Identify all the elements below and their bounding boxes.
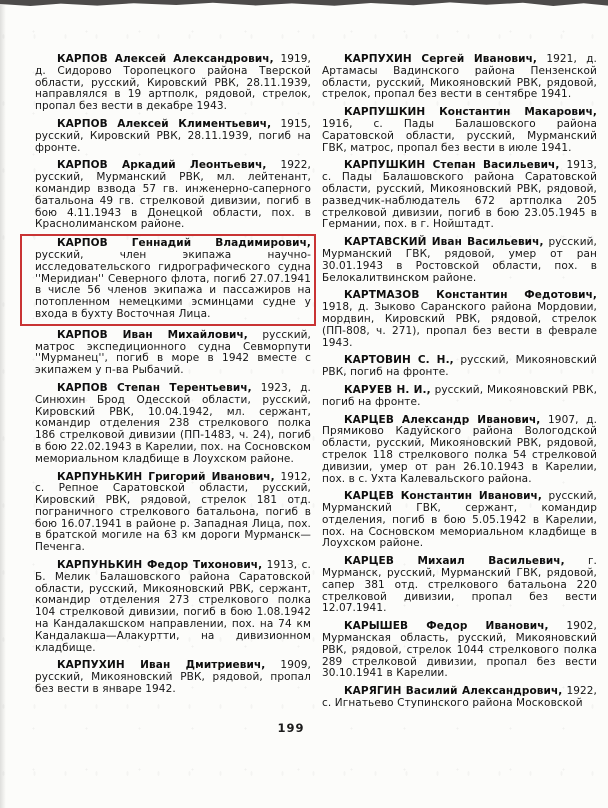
- entry-details: г. Мурманск, русский, Мурманский ГВК, рядовой, сапер 381 отд. стрелкового батальона 220 стрелковой дивизии, пропал без вести 12.07.1941.: [322, 555, 597, 615]
- entry-details: 1913, с. Б. Мелик Балашовского района Саратовской области, русский, Микояновский РВК, сержант, командир отделения 273 стрелкового полка 104 стрелковой дивизии, погиб в бою 1.08.1942 на Кандалакшском направлении, пох. на 74 км Кандалакша—Алакуртти, на дивизионном кладбище.: [35, 559, 311, 654]
- memorial-entry: [322, 290, 597, 349]
- entry-surname: КАРЦЕВ Михаил Васильевич,: [344, 555, 565, 568]
- entry-details: 1909, русский, Микояновский РВК, рядовой, пропал без вести в январе 1942.: [35, 659, 311, 696]
- entry-details: 1918, д. Зыково Саранского района Мордовии, мордвин, Кировский РВК, рядовой, стрелок (ПП-808, ч. 271), пропал без вести в феврале 1943.: [322, 301, 597, 349]
- two-column-text-block: [35, 54, 597, 716]
- memorial-entry: [35, 119, 311, 154]
- entry-details: 1922, русский, Мурманский РВК, мл. лейтенант, командир взвода 57 гв. инженерно-саперного батальона 49 гв. стрелковой дивизии, погиб в бою 4.11.1943 в Донецкой области, пох. в Краснолиманском районе.: [35, 159, 311, 231]
- entry-surname: КАРПУХИН Иван Дмитриевич,: [57, 659, 266, 672]
- memorial-entry: [322, 54, 597, 101]
- entry-surname: КАРТМАЗОВ Константин Федотович,: [344, 289, 597, 302]
- right-column: [322, 54, 597, 716]
- entry-surname: КАРЯГИН Василий Александрович,: [344, 685, 563, 698]
- entry-surname: КАРПОВ Степан Терентьевич,: [57, 381, 252, 394]
- entry-surname: КАРЦЕВ Александр Иванович,: [344, 413, 541, 426]
- entry-surname: КАРПУНЬКИН Григорий Иванович,: [57, 470, 275, 483]
- memorial-entry: [35, 160, 311, 231]
- memorial-entry: [322, 385, 597, 409]
- entry-details: русский, Микояновский РВК, погиб на фронте.: [322, 354, 597, 379]
- memorial-entry: [35, 660, 311, 695]
- scan-left-shadow: [0, 0, 6, 808]
- entry-details: 1919, д. Сидорово Торопецкого района Тверской области, русский, Кировский РВК, 28.11.1939, направлялся в 19 артполк, рядовой, стрелок, пропал без вести в декабре 1943.: [35, 53, 311, 113]
- page-number: 199: [277, 721, 305, 735]
- memorial-entry: [35, 472, 311, 555]
- entry-details: 1923, д. Синюхин Брод Одесской области, русский, Кировский РВК, 10.04.1942, мл. сержант, командир отделения 238 стрелкового полка 186 стрелковой дивизии (ПП-1483, ч. 24), погиб в бою 22.02.1943 в Карелии, пох. на Сосновском мемориальном кладбище в Лоухском районе.: [35, 381, 311, 465]
- memorial-entry: [322, 237, 597, 284]
- entry-details: русский, матрос экспедиционного судна Севморпути ''Мурманец'', погиб в море в 1942 вместе с экипажем у п-ва Рыбачий.: [35, 328, 311, 377]
- entry-details: русский, Мурманский ГВК, рядовой, умер от ран 30.01.1943 в Ростовской области, пох. в Белокалитвинском районе.: [322, 236, 597, 284]
- entry-surname: КАРТОВИН С. Н.,: [344, 354, 454, 367]
- left-column: [35, 54, 311, 716]
- entry-details: 1913, с. Пады Балашовского района Саратовской области, русский, Микояновский РВК, рядовой, разведчик-наблюдатель 672 артполка 205 стрелковой дивизии, погиб в бою 23.05.1945 в Германии, пох. в г. Нойштадт.: [322, 159, 597, 231]
- entry-surname: КАРПОВ Геннадий Владимирович,: [57, 237, 311, 250]
- memorial-entry: [322, 415, 597, 486]
- memorial-entry: [35, 54, 311, 113]
- entry-surname: КАРПОВ Алексей Климентьевич,: [57, 117, 272, 130]
- entry-details: 1902, Мурманская область, русский, Микояновский РВК, рядовой, стрелок 1044 стрелкового полка 289 стрелковой дивизии, пропал без вести 30.10.1941 в Карелии.: [322, 620, 597, 680]
- entry-surname: КАРТАВСКИЙ Иван Васильевич,: [344, 236, 544, 249]
- memorial-entry: [322, 160, 597, 231]
- memorial-entry: [35, 560, 311, 654]
- memorial-entry: [35, 330, 311, 377]
- memorial-entry: [322, 621, 597, 680]
- entry-details: 1912, с. Репное Саратовской области, русский, Кировский РВК, рядовой, стрелок 181 отд. пограничного стрелкового батальона, погиб в бою 16.07.1941 в районе р. Западная Лица, пох. в братской могиле на 63 км дороги Мурманск—Печенга.: [35, 470, 311, 554]
- entry-details: 1916, с. Пады Балашовского района Саратовской области, русский, Мурманский ГВК, матрос, пропал без вести в июле 1941.: [322, 117, 597, 154]
- entry-surname: КАРПУНЬКИН Федор Тихонович,: [57, 559, 263, 572]
- entry-surname: КАРУЕВ Н. И.,: [344, 383, 431, 396]
- memorial-entry: [322, 355, 597, 379]
- entry-surname: КАРПУХИН Сергей Иванович,: [344, 53, 538, 65]
- memorial-entry: [322, 686, 597, 710]
- entry-details: 1915, русский, Кировский РВК, 28.11.1939, погиб на фронте.: [35, 117, 311, 154]
- memorial-entry-highlighted: [20, 234, 316, 326]
- memorial-entry: [322, 107, 597, 154]
- entry-surname: КАРЫШЕВ Федор Иванович,: [344, 620, 549, 633]
- entry-details: русский, Мурманский ГВК, сержант, командир отделения, погиб в бою 5.05.1942 в Карелии, пох. на Сосновском мемориальном кладбище в Лоухском районе.: [322, 490, 597, 550]
- memorial-entry: [35, 383, 311, 466]
- scan-torn-edge: [0, 0, 608, 8]
- memorial-entry: [322, 491, 597, 550]
- entry-details: русский, Микояновский РВК, погиб на фронте.: [322, 383, 598, 408]
- entry-surname: КАРПОВ Алексей Александрович,: [57, 53, 274, 65]
- entry-surname: КАРЦЕВ Константин Иванович,: [344, 490, 542, 503]
- entry-surname: КАРПОВ Иван Михайлович,: [57, 328, 248, 341]
- entry-details: русский, член экипажа научно-исследовательского гидрографического судна ''Меридиан'' Северного флота, погиб 27.07.1941 в числе 56 членов экипажа и пассажиров на потопленном немецкими эсминцами судне у входа в бухту Восточная Лица.: [35, 248, 311, 320]
- entry-details: 1921, д. Артамасы Вадинского района Пензенской области, русский, Микояновский РВК, рядовой, стрелок, пропал без вести в сентябре 1941.: [322, 53, 597, 101]
- entry-surname: КАРПОВ Аркадий Леонтьевич,: [57, 159, 267, 172]
- entry-surname: КАРПУШКИН Степан Васильевич,: [344, 159, 560, 172]
- entry-details: 1922, с. Игнатьево Ступинского района Московской: [322, 685, 597, 710]
- entry-surname: КАРПУШКИН Константин Макарович,: [344, 106, 597, 119]
- memorial-entry: [322, 556, 597, 615]
- entry-details: 1907, д. Прямиково Кадуйского района Вологодской области, русский, Микояновский РВК, рядовой, стрелок 118 стрелкового полка 54 стрелковой дивизии, умер от ран 26.10.1943 в Карелии, пох. в с. Ухта Калевальского района.: [322, 413, 598, 485]
